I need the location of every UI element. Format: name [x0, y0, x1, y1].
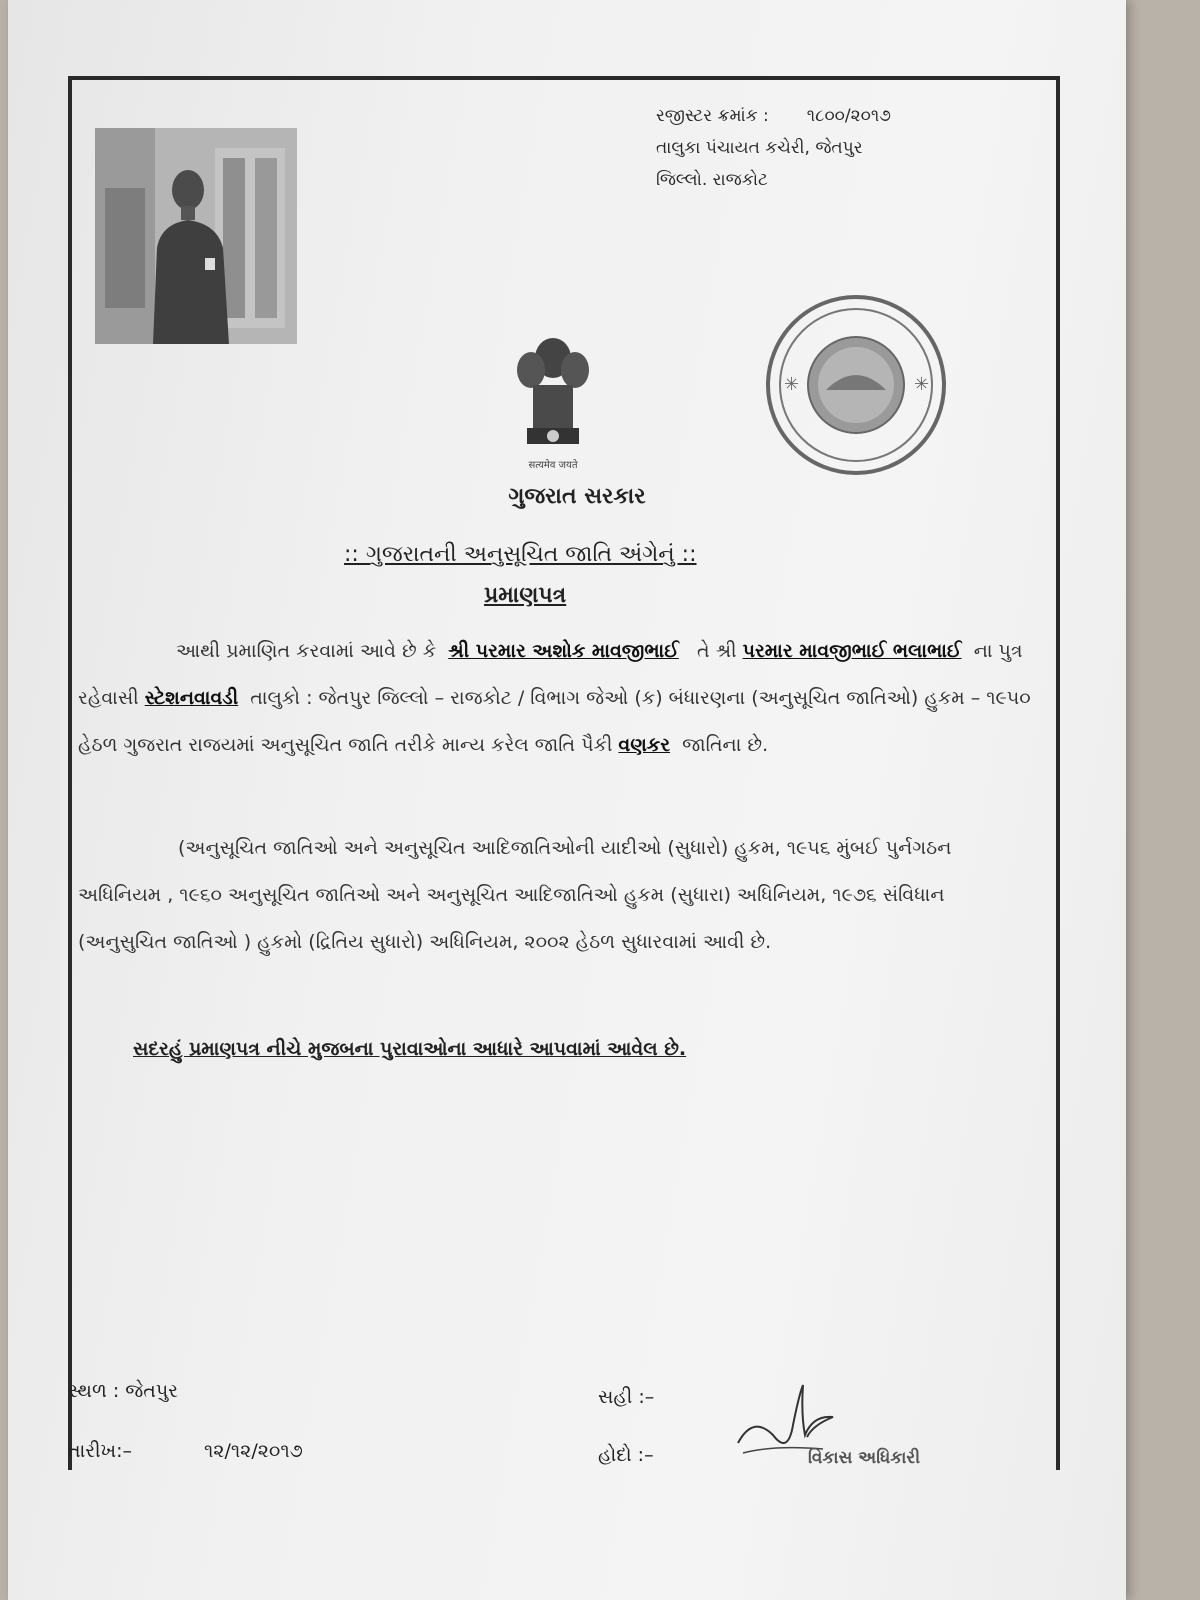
- designation-value: વિકાસ અધિકારી: [808, 1448, 921, 1468]
- para1-son-of: તે શ્રી: [697, 640, 737, 662]
- register-number: ૧૮૦૦/૨૦૧૭: [806, 106, 891, 126]
- para1-resident: ના પુત્ર રહેવાસી: [78, 640, 1023, 709]
- certificate-heading: :: ગુજરાતની અનુસૂચિત જાતિ અંગેનું ::: [344, 542, 697, 567]
- emblem-motto: सत्यमेव जयते: [528, 460, 578, 471]
- para1-end: જાતિના છે.: [682, 734, 769, 756]
- svg-text:✳: ✳: [914, 374, 930, 395]
- date-value: ૧૨/૧૨/૨૦૧૭: [204, 1440, 303, 1462]
- place-label: સ્થળ : જેતપુર: [68, 1380, 179, 1402]
- government-title: ગુજરાત સરકાર: [508, 484, 646, 509]
- para2-text: (અનુસૂચિત જાતિઓ અને અનુસૂચિત આદિજાતિઓની યાદીઓ (સુધારો) હુકમ, ૧૯૫૬ મુંબઈ પુર્નગઠન અધિનિયમ , ૧૯૬૦ અનુસૂચિત જાતિઓ અને અનુસૂચિત આદિજાતિઓ હુકમ (સુધારા) અધિનિયમ, ૧૯૭૬ સંવિધાન (અનુસુચિત જાતિઓ ) હુકમો (દ્રિતિય સુધારો) અધિનિયમ, ૨૦૦૨ હેઠળ સુધારવામાં આવી છે.: [78, 837, 952, 953]
- applicant-photo: [95, 128, 297, 344]
- signature-label: સહી :–: [598, 1386, 655, 1408]
- national-emblem-icon: [503, 330, 603, 480]
- para1-taluka: તાલુકો : જેતપુર જિલ્લો – રાજકોટ / વિભાગ જેઓ (ક) બંધારણના (અનુસૂચિત જાતિઓ) હુકમ – ૧૯૫૦ હેઠળ ગુજરાત રાજયમાં અનુસૂચિત જાતિ તરીકે માન્ય કરેલ જાતિ પૈકી: [78, 687, 1031, 756]
- register-district: જિલ્લો. રાજકોટ: [656, 170, 768, 190]
- village-name: સ્ટેશનવાવડી: [144, 687, 239, 709]
- register-label: રજીસ્ટર ક્રમાંક :: [656, 106, 769, 126]
- caste-name: વણકર: [618, 734, 671, 756]
- para1-intro: આથી પ્રમાણિત કરવામાં આવે છે કે: [176, 640, 437, 662]
- date-label: તારીખ:–: [68, 1440, 133, 1462]
- office-seal-stamp: [756, 290, 956, 480]
- register-block: [656, 100, 891, 196]
- father-name: પરમાર માવજીભાઈ ભલાભાઈ: [742, 640, 962, 662]
- certificate-subtitle: પ્રમાણપત્ર: [484, 583, 567, 608]
- certificate-paragraph-1: [78, 628, 1038, 769]
- designation-label: હોદો :–: [598, 1444, 654, 1466]
- certificate-paragraph-3: સદરહું પ્રમાણપત્ર નીચે મુજબના પુરાવાઓના આધારે આપવામાં આવેલ છે.: [133, 1038, 687, 1060]
- document-page: [8, 0, 1126, 1600]
- certificate-paragraph-2: [78, 825, 1038, 966]
- holder-name: શ્રી પરમાર અશોક માવજીભાઈ: [448, 640, 679, 662]
- svg-text:✳: ✳: [784, 374, 800, 395]
- register-office: તાલુકા પંચાયત કચેરી, જેતપુર: [656, 138, 863, 158]
